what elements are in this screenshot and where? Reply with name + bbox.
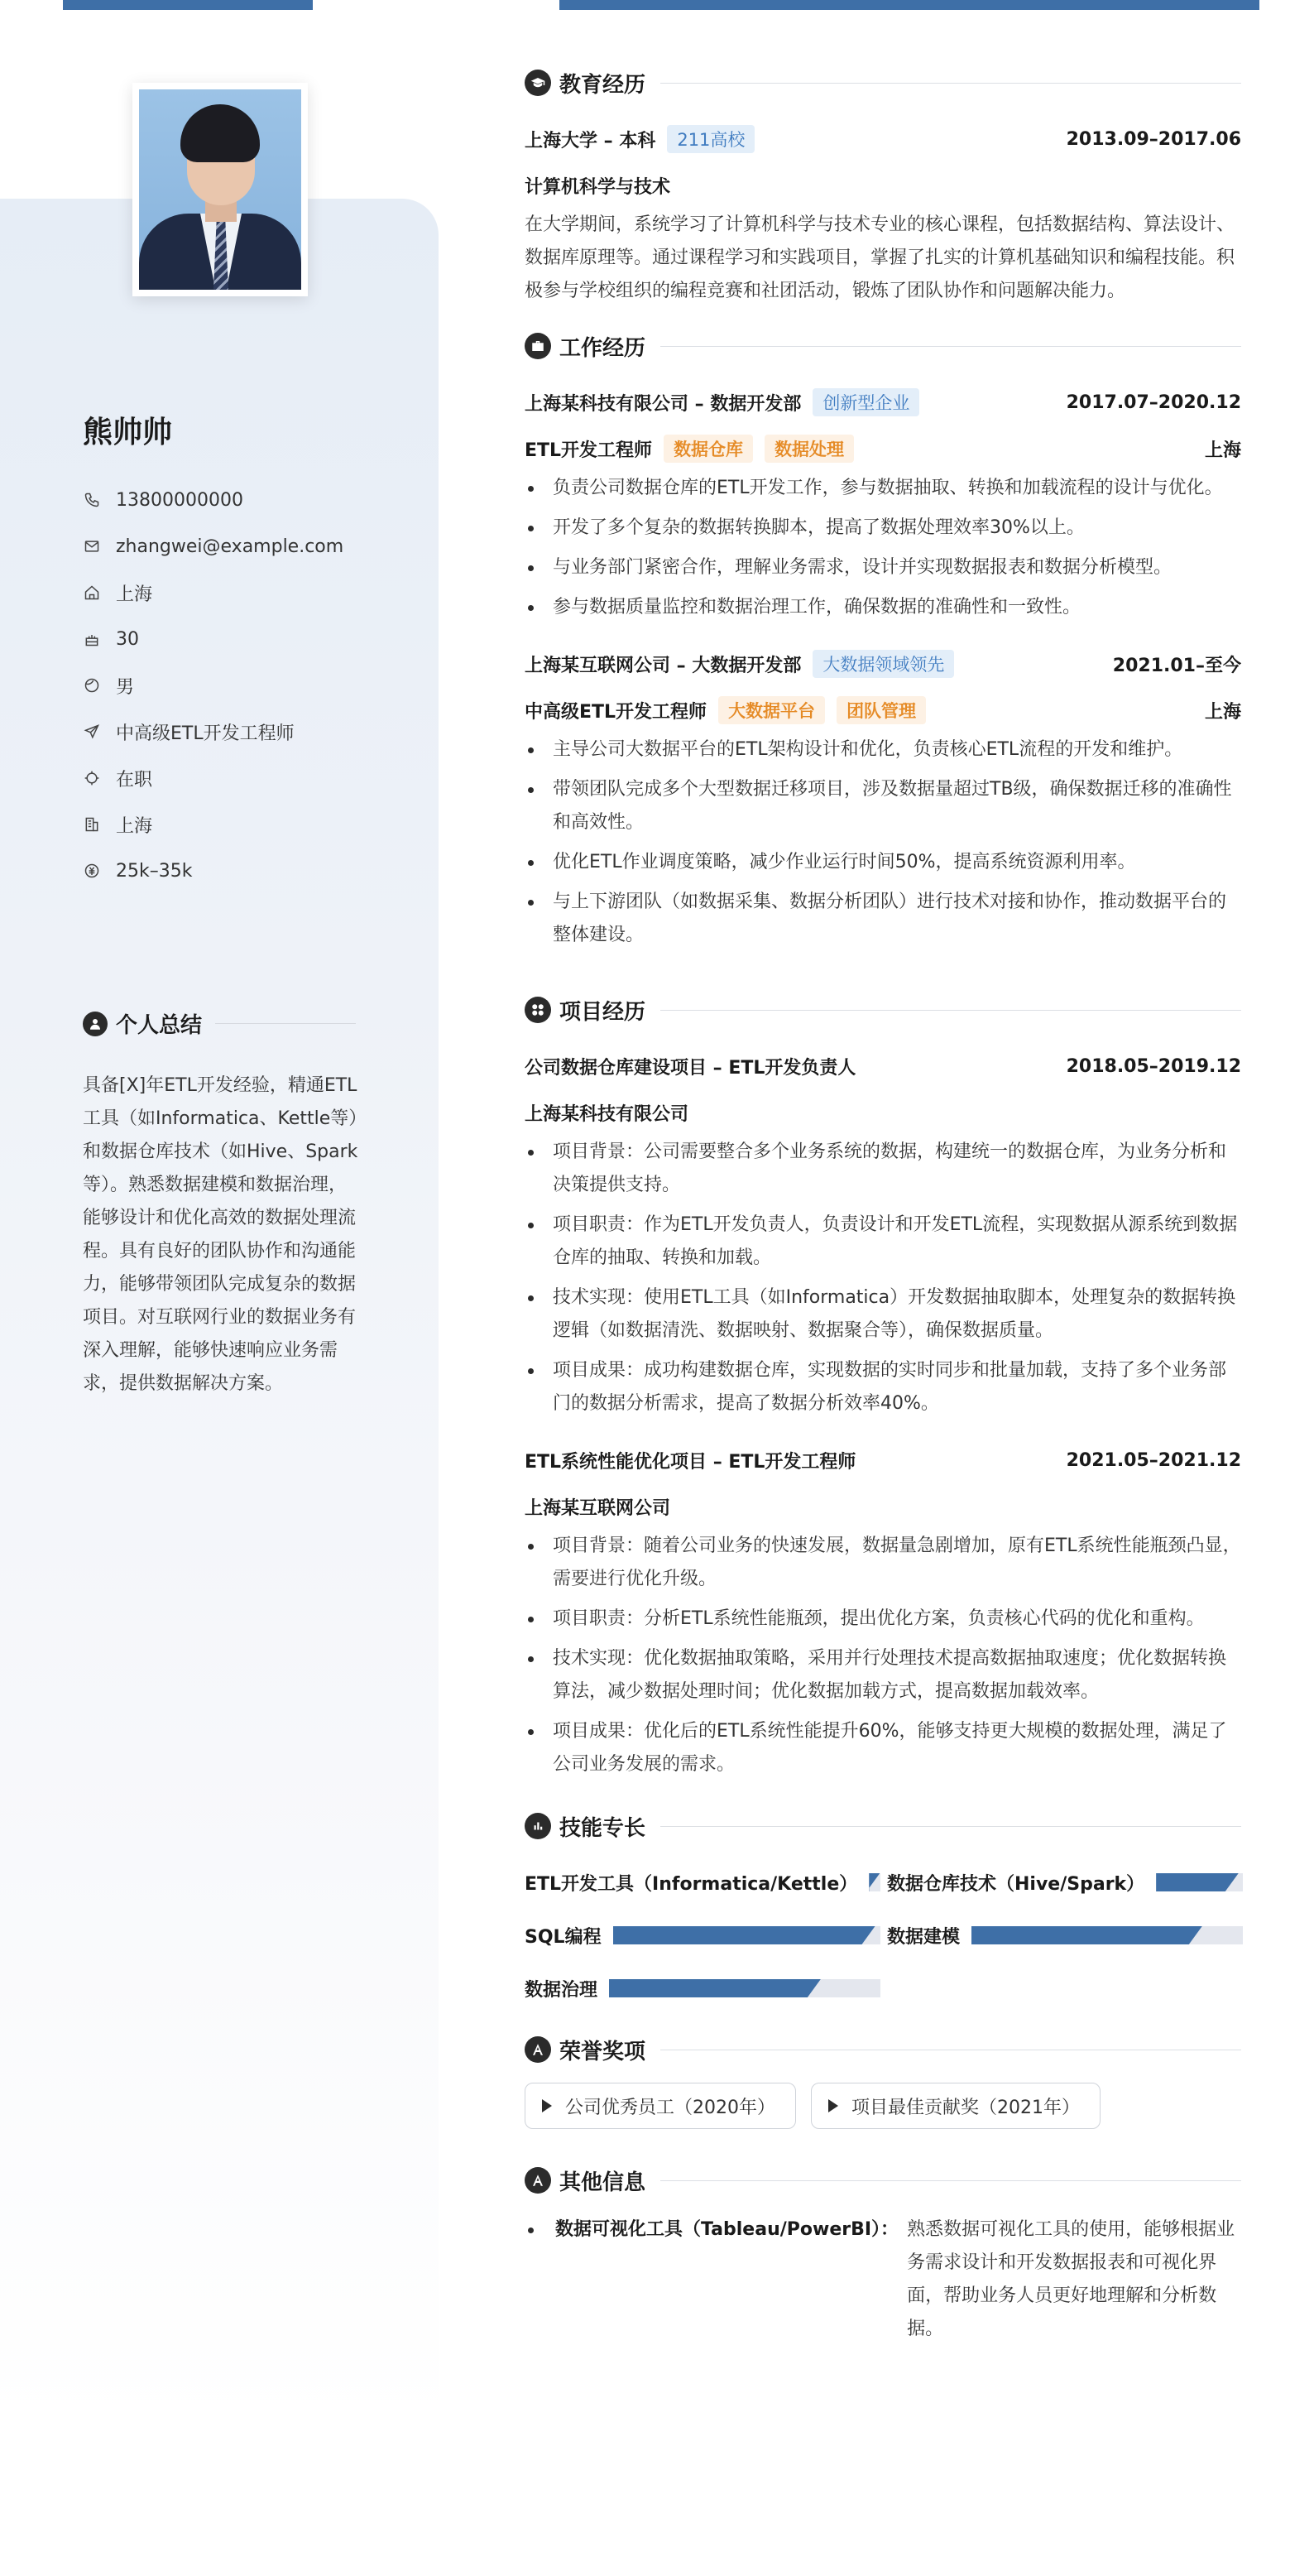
project-bullets (525, 1136, 1241, 1420)
major: 计算机科学与技术 (525, 176, 671, 198)
company-name: 上海某互联网公司 – 大数据开发部 (525, 655, 802, 676)
project-org: 上海某互联网公司 (525, 1497, 671, 1519)
job-date: 2017.07–2020.12 (1066, 392, 1241, 413)
school-tag: 211高校 (667, 125, 755, 153)
skill-item (525, 1965, 880, 2011)
other-item (525, 2213, 1241, 2346)
chart-icon (525, 1813, 551, 1839)
contact-text: 上海 (116, 815, 153, 837)
job-header (525, 641, 1241, 687)
other-heading (525, 2162, 1241, 2199)
project-bullets (525, 1530, 1241, 1781)
skill-item (887, 1859, 1243, 1906)
home-icon (83, 584, 101, 602)
job-tag: 团队管理 (837, 696, 926, 724)
award-label: 项目最佳贡献奖（2021年） (851, 2097, 1080, 2118)
award-icon (525, 2036, 551, 2063)
list-item: 项目成果：成功构建数据仓库，实现数据的实时同步和批量加载，支持了多个业务部门的数据分析需求，提高了数据分析效率40%。 (525, 1354, 1241, 1420)
contact-text: 中高级ETL开发工程师 (116, 723, 295, 744)
list-item: 开发了多个复杂的数据转换脚本，提高了数据处理效率30%以上。 (525, 512, 1241, 545)
contact-status (83, 755, 343, 801)
briefcase-icon (525, 333, 551, 359)
job-header (525, 379, 1241, 425)
skill-item (525, 1912, 880, 1958)
award-label: 公司优秀员工（2020年） (565, 2097, 775, 2118)
skill-name: ETL开发工具（Informatica/Kettle） (525, 1873, 858, 1895)
project-header (525, 1437, 1241, 1483)
skill-bar (1156, 1873, 1243, 1891)
list-item: 技术实现：使用ETL工具（如Informatica）开发数据抽取脚本，处理复杂的数据转换逻辑（如数据清洗、数据映射、数据聚合等），确保数据质量。 (525, 1281, 1241, 1348)
phone-icon (83, 491, 101, 509)
contact-text: 30 (116, 628, 139, 650)
company-tag: 创新型企业 (813, 388, 919, 416)
list-item: 项目职责：分析ETL系统性能瓶颈，提出优化方案，负责核心代码的优化和重构。 (525, 1603, 1241, 1636)
skill-bar (869, 1873, 880, 1891)
summary-heading (83, 1008, 356, 1039)
contact-gender (83, 662, 343, 709)
job-role-row (525, 687, 1241, 733)
divider (660, 346, 1241, 347)
list-item: 项目职责：作为ETL开发负责人，负责设计和开发ETL流程，实现数据从源系统到数据仓库的抽取、转换和加载。 (525, 1209, 1241, 1275)
graduation-cap-icon (525, 70, 551, 96)
salary-icon (83, 862, 101, 880)
summary-text: 具备[X]年ETL开发经验，精通ETL工具（如Informatica、Kettle等）和数据仓库技术（如Hive、Spark等）。熟悉数据建模和数据治理，能够设计和优化高效的数据处理流程。具有良好的团队协作和沟通能力，能够带领团队完成复杂的数据项目。对互联网行业的数据业务有深入理解，能够快速响应业务需求，提供数据解决方案。 (83, 1075, 358, 1394)
list-item: 负责公司数据仓库的ETL开发工作，参与数据抽取、转换和加载流程的设计与优化。 (525, 472, 1241, 505)
contact-phone (83, 477, 343, 523)
summary-title: 个人总结 (116, 1013, 203, 1038)
contact-text: 男 (116, 676, 135, 698)
send-icon (83, 723, 101, 741)
play-icon (828, 2099, 838, 2112)
status-icon (83, 769, 101, 787)
job-bullets (525, 472, 1241, 624)
skill-name: SQL编程 (525, 1926, 602, 1948)
divider (215, 1023, 356, 1024)
school-name: 上海大学 – 本科 (525, 130, 656, 151)
other-key: 数据可视化工具（Tableau/PowerBI）： (555, 2219, 899, 2240)
project-date: 2021.05–2021.12 (1066, 1449, 1241, 1471)
list-item: 技术实现：优化数据抽取策略，采用并行处理技术提高数据抽取速度；优化数据转换算法，减少数据处理时间；优化数据加载方式，提高数据加载效率。 (525, 1642, 1241, 1709)
section-title: 项目经历 (559, 999, 646, 1025)
award-icon (525, 2167, 551, 2194)
education-heading (525, 65, 1241, 101)
list-item: 项目成果：优化后的ETL系统性能提升60%，能够支持更大规模的数据处理，满足了公司业务发展的需求。 (525, 1715, 1241, 1781)
skills-heading (525, 1808, 1241, 1844)
project-org: 上海某科技有限公司 (525, 1103, 689, 1125)
grid-icon (525, 997, 551, 1023)
skill-fill (869, 1873, 880, 1891)
job-city: 上海 (1204, 701, 1241, 723)
skill-item (887, 1912, 1243, 1958)
work-heading (525, 328, 1241, 364)
job-tag: 大数据平台 (718, 696, 825, 724)
top-accent-bar-left (63, 0, 313, 10)
candidate-name: 熊帅帅 (83, 416, 173, 449)
job-tag: 数据仓库 (664, 435, 753, 463)
project-name: 公司数据仓库建设项目 – ETL开发负责人 (525, 1057, 856, 1079)
skill-bar (613, 1926, 880, 1944)
mail-icon (83, 537, 101, 555)
play-icon (542, 2099, 552, 2112)
age-icon (83, 630, 101, 648)
contact-text: 25k–35k (116, 860, 193, 882)
job-role: 中高级ETL开发工程师 (525, 701, 707, 723)
contact-text: 上海 (116, 584, 153, 605)
user-icon (83, 1012, 108, 1036)
section-title: 其他信息 (559, 2170, 646, 2195)
skill-name: 数据治理 (525, 1979, 598, 2001)
section-title: 教育经历 (559, 72, 646, 98)
gender-icon (83, 676, 101, 694)
education-row (525, 116, 1241, 162)
job-date: 2021.01–至今 (1112, 655, 1241, 676)
list-item: 与上下游团队（如数据采集、数据分析团队）进行技术对接和协作，推动数据平台的整体建设。 (525, 886, 1241, 952)
divider (660, 1010, 1241, 1011)
profile-photo (132, 83, 308, 296)
section-title: 工作经历 (559, 335, 646, 361)
skill-fill (971, 1926, 1202, 1944)
skill-fill (609, 1979, 821, 1997)
contact-salary (83, 848, 343, 894)
contact-email (83, 523, 343, 570)
job-role-row (525, 425, 1241, 472)
list-item: 项目背景：随着公司业务的快速发展，数据量急剧增加，原有ETL系统性能瓶颈凸显，需要进行优化升级。 (525, 1530, 1241, 1596)
section-title: 荣誉奖项 (559, 2039, 646, 2064)
list-item: 参与数据质量监控和数据治理工作，确保数据的准确性和一致性。 (525, 591, 1241, 624)
main-content (525, 65, 1241, 2346)
job-bullets (525, 733, 1241, 952)
education-description: 在大学期间，系统学习了计算机科学与技术专业的核心课程，包括数据结构、算法设计、数据库原理等。通过课程学习和实践项目，掌握了扎实的计算机基础知识和编程技能。积极参与学校组织的编程竞赛和社团活动，锻炼了团队协作和问题解决能力。 (525, 214, 1235, 301)
project-header (525, 1043, 1241, 1089)
other-value: 熟悉数据可视化工具的使用，能够根据业务需求设计和开发数据报表和可视化界面，帮助业务人员更好地理解和分析数据。 (907, 2219, 1235, 2339)
contact-age (83, 616, 343, 662)
top-accent-bar-right (559, 0, 1259, 10)
skill-bar (971, 1926, 1243, 1944)
contact-target-city (83, 801, 343, 848)
job-role: ETL开发工程师 (525, 440, 653, 461)
list-item: 项目背景：公司需要整合多个业务系统的数据，构建统一的数据仓库，为业务分析和决策提供支持。 (525, 1136, 1241, 1202)
list-item: 带领团队完成多个大型数据迁移项目，涉及数据量超过TB级，确保数据迁移的准确性和高效性。 (525, 773, 1241, 839)
contact-text: zhangwei@example.com (116, 536, 344, 557)
skill-item (525, 1859, 880, 1906)
awards-list (525, 2083, 1241, 2129)
building-icon (83, 815, 101, 834)
job-city: 上海 (1204, 440, 1241, 461)
education-date: 2013.09–2017.06 (1066, 128, 1241, 150)
divider (660, 2180, 1241, 2181)
skill-name: 数据仓库技术（Hive/Spark） (887, 1873, 1145, 1895)
project-name: ETL系统性能优化项目 – ETL开发工程师 (525, 1451, 856, 1473)
award-item (525, 2083, 796, 2129)
project-org-row (525, 1089, 1241, 1136)
contact-location (83, 570, 343, 616)
section-title: 技能专长 (559, 1815, 646, 1841)
contact-text: 13800000000 (116, 489, 243, 511)
skill-bar (609, 1979, 880, 1997)
skill-fill (1156, 1873, 1239, 1891)
award-item (811, 2083, 1101, 2129)
list-item: 与业务部门紧密合作，理解业务需求，设计并实现数据报表和数据分析模型。 (525, 551, 1241, 584)
skills-grid (525, 1859, 1241, 2011)
contact-position (83, 709, 343, 755)
projects-heading (525, 992, 1241, 1028)
contact-text: 在职 (116, 769, 153, 791)
project-date: 2018.05–2019.12 (1066, 1055, 1241, 1077)
honors-heading (525, 2031, 1241, 2068)
list-item: 优化ETL作业调度策略，减少作业运行时间50%，提高系统资源利用率。 (525, 846, 1241, 879)
list-item: 主导公司大数据平台的ETL架构设计和优化，负责核心ETL流程的开发和维护。 (525, 733, 1241, 767)
divider (660, 83, 1241, 84)
company-name: 上海某科技有限公司 – 数据开发部 (525, 393, 802, 415)
skill-name: 数据建模 (887, 1926, 961, 1948)
company-tag: 大数据领域领先 (813, 650, 954, 678)
major-row (525, 162, 1241, 209)
divider (660, 1826, 1241, 1827)
contact-list (83, 477, 343, 894)
project-org-row (525, 1483, 1241, 1530)
job-tag: 数据处理 (765, 435, 854, 463)
bullet (528, 2228, 534, 2233)
skill-fill (613, 1926, 875, 1944)
